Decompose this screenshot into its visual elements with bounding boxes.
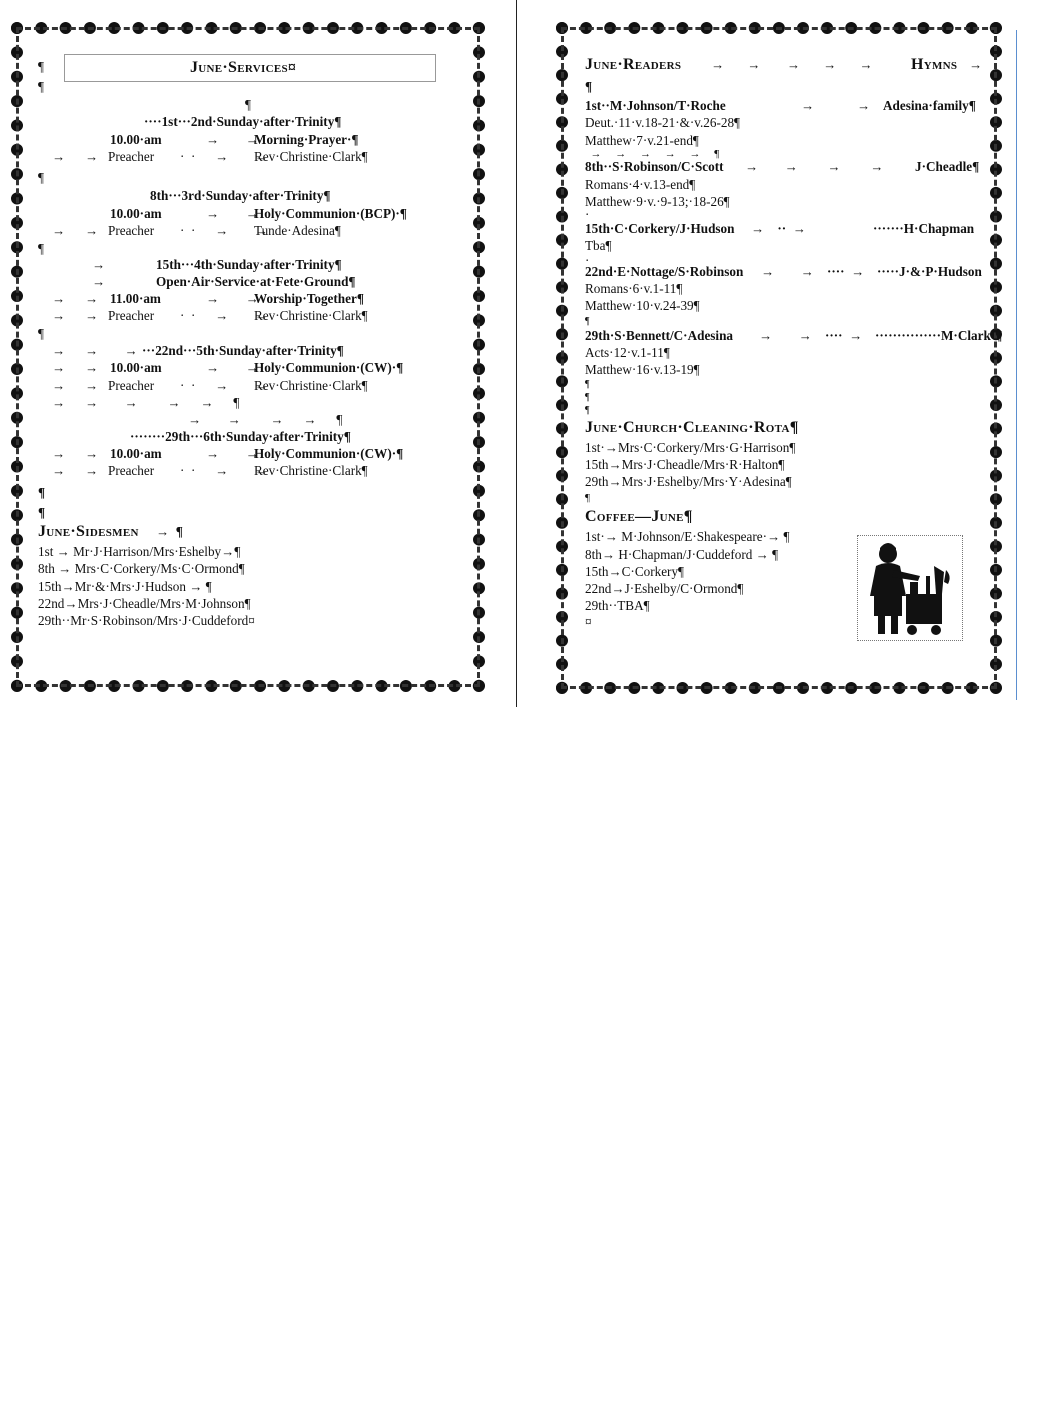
cleaner-clipart-icon bbox=[857, 535, 963, 641]
tab-arrows: → → bbox=[52, 360, 99, 375]
tab-arrows: → → bbox=[52, 223, 99, 238]
hymns-person: J·Cheadle¶ bbox=[915, 159, 980, 174]
reader-line: 22nd·E·Nottage/S·Robinson bbox=[585, 264, 744, 279]
coffee-heading: Coffee—June¶ bbox=[585, 508, 693, 525]
tab-arrows: → → → → ¶ bbox=[188, 412, 343, 427]
service-name: Holy·Communion·(CW)·¶ bbox=[254, 360, 404, 375]
services-title: June·Services¤ bbox=[190, 59, 297, 76]
cleaning-item: 1st·→Mrs·C·Corkery/Mrs·G·Harrison¶ bbox=[585, 440, 796, 455]
preacher-name: Rev·Christine·Clark¶ bbox=[254, 149, 368, 164]
tab-arrows: · · → → bbox=[180, 463, 268, 478]
cleaning-item: 29th→Mrs·J·Eshelby/Mrs·Y·Adesina¶ bbox=[585, 474, 792, 489]
tab-arrows: → → bbox=[52, 446, 99, 461]
sidesmen-item: 1st → Mr·J·Harrison/Mrs·Eshelby→¶ bbox=[38, 544, 241, 559]
pilcrow: ¶ bbox=[585, 79, 593, 94]
hymns-person: ·····J·&·P·Hudson bbox=[877, 264, 982, 279]
reading-text: Matthew·10·v.24-39¶ bbox=[585, 298, 700, 313]
tab-arrows: → → bbox=[52, 463, 99, 478]
pilcrow: ¶ bbox=[38, 485, 46, 500]
service-name: Holy·Communion·(CW)·¶ bbox=[254, 446, 404, 461]
pilcrow-small: ¶ bbox=[585, 392, 590, 403]
reading-text: Romans·6·v.1-11¶ bbox=[585, 281, 683, 296]
cleaning-heading: June·Church·Cleaning·Rota¶ bbox=[585, 419, 799, 436]
reader-line: 8th··S·Robinson/C·Scott bbox=[585, 159, 724, 174]
preacher-label: Preacher bbox=[108, 378, 155, 393]
page-separator bbox=[516, 0, 517, 707]
tab-arrows: → → → → → ¶ bbox=[585, 148, 720, 160]
pilcrow: ¶ bbox=[38, 326, 44, 341]
text-boundary-guide bbox=[1016, 30, 1017, 700]
tab-arrows: → bbox=[969, 57, 983, 72]
tab-arrows: → → bbox=[52, 378, 99, 393]
preacher-name: Rev·Christine·Clark¶ bbox=[254, 378, 368, 393]
coffee-item: 15th→C·Corkery¶ bbox=[585, 564, 685, 579]
pilcrow: ¶ bbox=[38, 79, 44, 94]
hymns-person: ···············M·Clark·¶ bbox=[875, 328, 1003, 343]
sidesmen-item: 22nd→Mrs·J·Cheadle/Mrs·M·Johnson¶ bbox=[38, 596, 251, 611]
coffee-item: 8th→ H·Chapman/J·Cuddeford → ¶ bbox=[585, 547, 779, 562]
tab-arrows: · · → → bbox=[180, 149, 268, 164]
tab-arrows: → → bbox=[206, 132, 259, 147]
tab-arrows: → → ···· → bbox=[761, 264, 865, 279]
hymns-person: Adesina·family¶ bbox=[883, 98, 976, 113]
preacher-name: Rev·Christine·Clark¶ bbox=[254, 308, 368, 323]
coffee-item: 1st·→ M·Johnson/E·Shakespeare·→ ¶ bbox=[585, 529, 790, 544]
coffee-item: 29th··TBA¶ bbox=[585, 598, 650, 613]
tab-arrows: → → bbox=[52, 308, 99, 323]
service-time: 10.00·am bbox=[110, 446, 162, 461]
pilcrow: ¶ bbox=[38, 241, 44, 256]
tab-arrows: · · → → bbox=[180, 308, 268, 323]
service-date: 8th···3rd·Sunday·after·Trinity¶ bbox=[150, 188, 331, 203]
pilcrow: ¶ bbox=[38, 170, 44, 185]
service-time: 11.00·am bbox=[110, 291, 161, 306]
dot-mark: · bbox=[585, 253, 590, 268]
pilcrow-small: ¶ bbox=[585, 492, 590, 504]
reader-line: 15th·C·Corkery/J·Hudson bbox=[585, 221, 735, 236]
preacher-label: Preacher bbox=[108, 463, 155, 478]
preacher-name: Tunde·Adesina¶ bbox=[254, 223, 341, 238]
preacher-name: Rev·Christine·Clark¶ bbox=[254, 463, 368, 478]
tab-arrows: → ¶ bbox=[156, 524, 183, 539]
pilcrow: ¶ bbox=[38, 59, 44, 74]
tab-arrows: → → bbox=[52, 291, 99, 306]
tab-arrows: → → bbox=[206, 206, 259, 221]
service-time: 10.00·am bbox=[110, 206, 162, 221]
sidesmen-item: 29th··Mr·S·Robinson/Mrs·J·Cuddeford¤ bbox=[38, 613, 255, 628]
tab-arrows: → bbox=[92, 274, 106, 289]
reading-text: Tba¶ bbox=[585, 238, 612, 253]
preacher-label: Preacher bbox=[108, 223, 155, 238]
preacher-label: Preacher bbox=[108, 149, 155, 164]
service-name: Worship·Together¶ bbox=[254, 291, 364, 306]
tab-arrows: → bbox=[92, 257, 106, 272]
reading-text: Deut.·11·v.18-21·&·v.26-28¶ bbox=[585, 115, 741, 130]
service-date: ····1st···2nd·Sunday·after·Trinity¶ bbox=[144, 114, 342, 129]
pilcrow: ¶ bbox=[245, 97, 251, 112]
tab-arrows: → ·· → bbox=[751, 221, 806, 236]
preacher-label: Preacher bbox=[108, 308, 155, 323]
reading-text: Romans·4·v.13-end¶ bbox=[585, 177, 696, 192]
cleaning-item: 15th→Mrs·J·Cheadle/Mrs·R·Halton¶ bbox=[585, 457, 785, 472]
service-date: ········29th···6th·Sunday·after·Trinity¶ bbox=[130, 429, 351, 444]
service-date: ···22nd···5th·Sunday·after·Trinity¶ bbox=[142, 343, 344, 358]
reading-text: Matthew·16·v.13-19¶ bbox=[585, 362, 700, 377]
service-name: Holy·Communion·(BCP)·¶ bbox=[254, 206, 407, 221]
hymns-person: ·······H·Chapman bbox=[873, 221, 975, 236]
tab-arrows: · · → → bbox=[180, 378, 268, 393]
reader-line: 29th·S·Bennett/C·Adesina bbox=[585, 328, 734, 343]
sidesmen-item: 8th → Mrs·C·Corkery/Ms·C·Ormond¶ bbox=[38, 561, 245, 576]
tab-arrows: → → bbox=[52, 149, 99, 164]
coffee-item: 22nd→J·Eshelby/C·Ormond¶ bbox=[585, 581, 744, 596]
tab-arrows: → → bbox=[801, 98, 871, 113]
tab-arrows: → → → → → bbox=[711, 57, 873, 72]
tab-arrows: → → → → → ¶ bbox=[52, 395, 240, 410]
pilcrow: ¶ bbox=[38, 505, 46, 520]
reading-text: Matthew·7·v.21-end¶ bbox=[585, 133, 699, 148]
pilcrow-small: ¶ bbox=[585, 316, 590, 327]
reader-line: 1st··M·Johnson/T·Roche bbox=[585, 98, 726, 113]
service-subtitle: Open·Air·Service·at·Fete·Ground¶ bbox=[156, 274, 356, 289]
service-name: Morning·Prayer·¶ bbox=[254, 132, 359, 147]
tab-arrows: · · → → bbox=[180, 223, 268, 238]
service-time: 10.00·am bbox=[110, 360, 162, 375]
left-page-content bbox=[38, 54, 478, 1414]
readers-heading: June·Readers bbox=[585, 56, 682, 73]
tab-arrows: → → bbox=[206, 291, 259, 306]
tab-arrows: → → bbox=[206, 446, 259, 461]
tab-arrows: → → ···· → bbox=[759, 328, 863, 343]
hymns-heading: Hymns bbox=[911, 56, 958, 73]
coffee-item: ¤ bbox=[585, 614, 592, 629]
tab-arrows: → → → bbox=[52, 343, 138, 358]
reading-text: Matthew·9·v.·9-13;·18-26¶ bbox=[585, 194, 730, 209]
service-date: 15th···4th·Sunday·after·Trinity¶ bbox=[156, 257, 342, 272]
pilcrow-small: ¶ bbox=[585, 405, 590, 416]
dot-mark: · bbox=[585, 207, 590, 222]
pilcrow-small: ¶ bbox=[585, 379, 590, 390]
tab-arrows: → → → → bbox=[745, 159, 884, 174]
service-time: 10.00·am bbox=[110, 132, 162, 147]
sidesmen-item: 15th→Mr·&·Mrs·J·Hudson → ¶ bbox=[38, 579, 212, 594]
sidesmen-heading: June·Sidesmen bbox=[38, 523, 139, 540]
reading-text: Acts·12·v.1-11¶ bbox=[585, 345, 670, 360]
tab-arrows: → → bbox=[206, 360, 259, 375]
